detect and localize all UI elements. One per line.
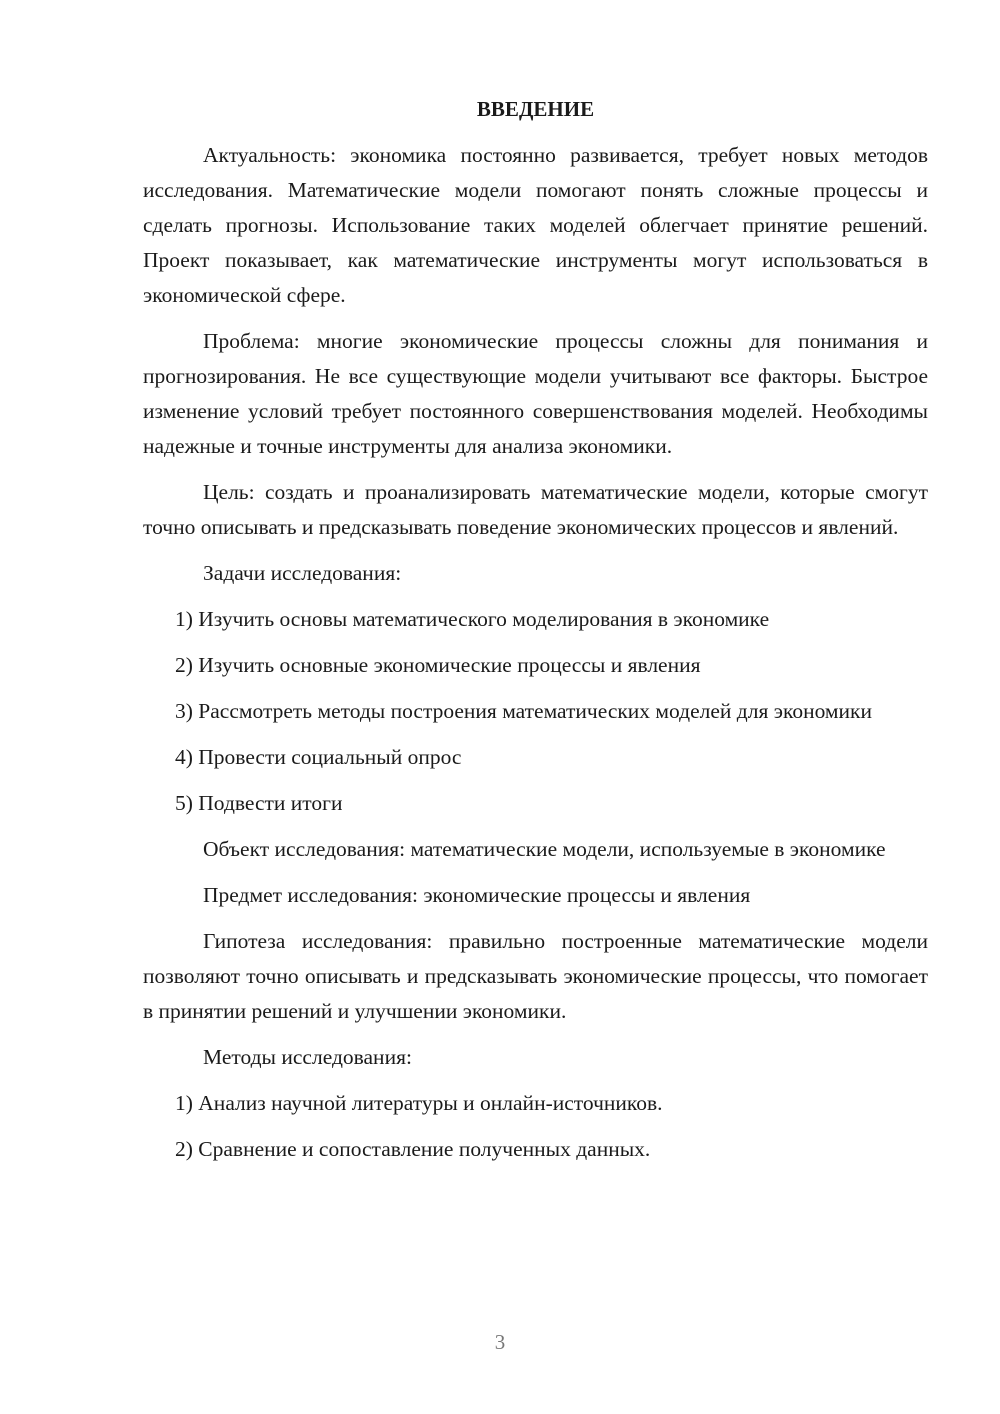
page-number: 3 xyxy=(494,1330,506,1354)
object-paragraph: Объект исследования: математические модели, используемые в экономике xyxy=(203,837,886,861)
hypothesis-paragraph: Гипотеза исследования: правильно построенные математические модели позволяют точно описывать и предсказывать экономические процессы, что помогает в принятии решений и улучшении экономики. xyxy=(143,929,928,1023)
relevance-paragraph: Актуальность: экономика постоянно развивается, требует новых методов исследования. Математические модели помогают понять сложные процессы и сделать прогнозы. Использование таких моделей облегчает принятие решений. Проект показывает, как математические инструменты могут использоваться в экономической сфере. xyxy=(143,143,928,307)
document-page xyxy=(143,92,928,1178)
list-item: 4) Провести социальный опрос xyxy=(175,745,462,769)
page-title: ВВЕДЕНИЕ xyxy=(476,97,595,121)
tasks-heading: Задачи исследования: xyxy=(203,561,402,585)
subject-paragraph: Предмет исследования: экономические процессы и явления xyxy=(203,883,751,907)
tasks-list xyxy=(143,602,928,821)
methods-heading: Методы исследования: xyxy=(203,1045,412,1069)
list-item: 2) Сравнение и сопоставление полученных данных. xyxy=(175,1137,651,1161)
methods-list xyxy=(143,1086,928,1167)
list-item: 1) Анализ научной литературы и онлайн-источников. xyxy=(175,1091,663,1115)
list-item: 2) Изучить основные экономические процессы и явления xyxy=(175,653,701,677)
list-item: 5) Подвести итоги xyxy=(175,791,343,815)
list-item: 3) Рассмотреть методы построения математических моделей для экономики xyxy=(175,699,872,723)
problem-paragraph: Проблема: многие экономические процессы сложны для понимания и прогнозирования. Не все существующие модели учитывают все факторы. Быстрое изменение условий требует постоянного совершенствования моделей. Необходимы надежные и точные инструменты для анализа экономики. xyxy=(143,329,928,458)
list-item: 1) Изучить основы математического моделирования в экономике xyxy=(175,607,770,631)
goal-paragraph: Цель: создать и проанализировать математические модели, которые смогут точно описывать и предсказывать поведение экономических процессов и явлений. xyxy=(143,480,928,539)
